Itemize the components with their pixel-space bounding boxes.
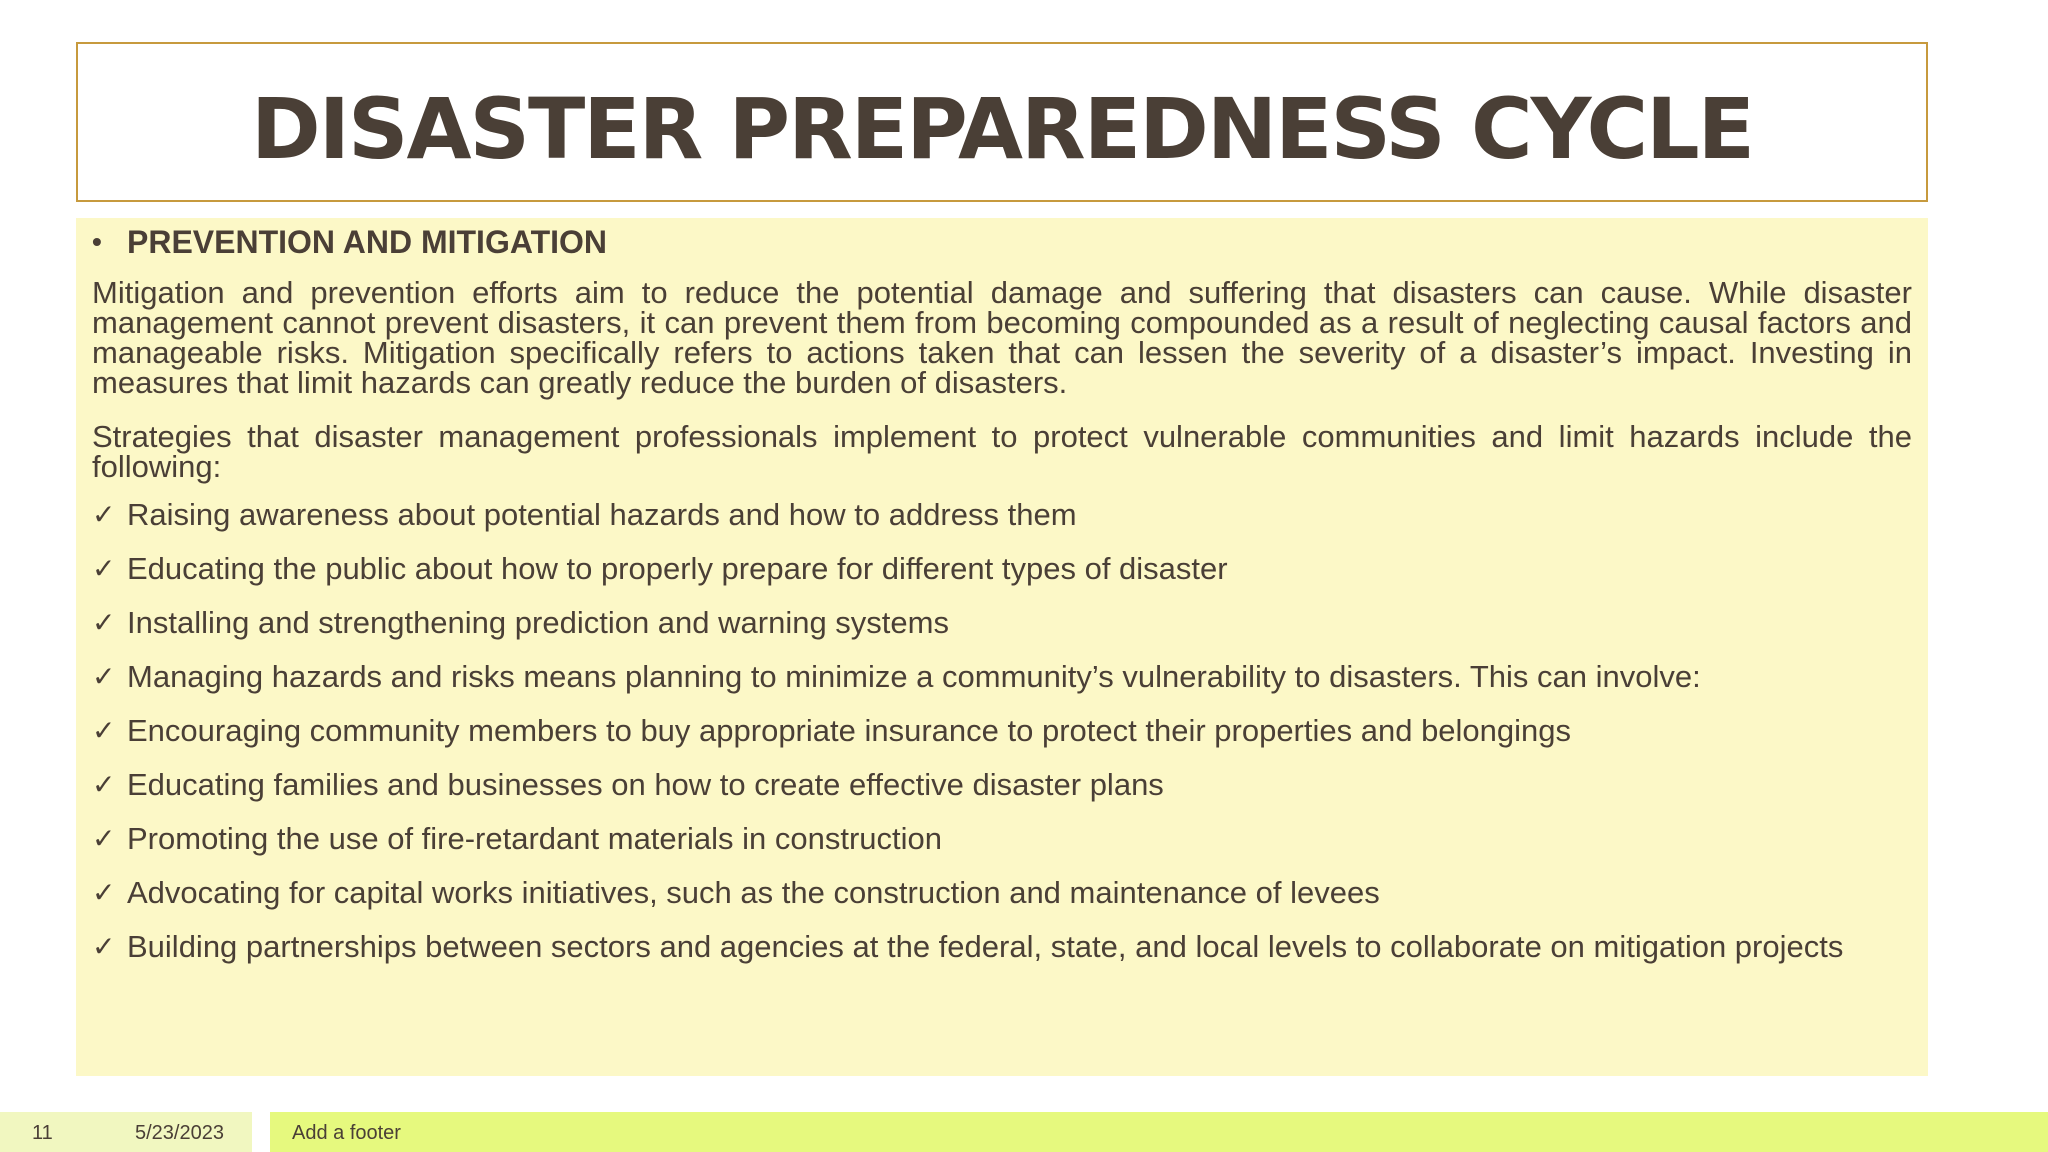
- checkmark-icon: ✓: [92, 552, 116, 585]
- checkmark-icon: ✓: [92, 876, 116, 909]
- checkmark-icon: ✓: [92, 768, 116, 801]
- checkmark-icon: ✓: [92, 606, 116, 639]
- list-item: [92, 551, 1912, 586]
- slide-footer: [0, 1112, 2048, 1152]
- list-item: [92, 497, 1912, 532]
- checkmark-icon: ✓: [92, 660, 116, 693]
- checkmark-icon: ✓: [92, 498, 116, 531]
- list-item-text: Advocating for capital works initiatives, such as the construction and maintenance of levees: [127, 875, 1380, 910]
- list-item: [92, 767, 1912, 802]
- list-item-text: Building partnerships between sectors and agencies at the federal, state, and local levels to collaborate on mitigation projects: [127, 929, 1844, 964]
- list-item: [92, 875, 1912, 910]
- list-item: [92, 713, 1912, 748]
- list-item-text: Raising awareness about potential hazards and how to address them: [127, 497, 1077, 532]
- strategy-checklist: [92, 497, 1912, 964]
- list-item: [92, 605, 1912, 640]
- mitigation-paragraph: Mitigation and prevention efforts aim to reduce the potential damage and suffering that disasters can cause. While disaster management cannot prevent disasters, it can prevent them from becoming compounded as a result of neglecting causal factors and manageable risks. Mitigation specifically refers to actions taken that can lessen the severity of a disaster’s impact. Investing in measures that limit hazards can greatly reduce the burden of disasters.: [92, 275, 1912, 400]
- checkmark-icon: ✓: [92, 930, 116, 963]
- list-item-text: Educating families and businesses on how to create effective disaster plans: [127, 767, 1164, 802]
- footer-text[interactable]: Add a footer: [292, 1122, 401, 1144]
- list-item-text: Installing and strengthening prediction and warning systems: [127, 605, 949, 640]
- footer-left-panel: [0, 1112, 252, 1152]
- list-item-text: Educating the public about how to properly prepare for different types of disaster: [127, 551, 1228, 586]
- footer-date[interactable]: 5/23/2023: [135, 1122, 224, 1144]
- strategies-paragraph: Strategies that disaster management professionals implement to protect vulnerable communities and limit hazards include the following:: [92, 419, 1912, 484]
- list-item-text: Encouraging community members to buy appropriate insurance to protect their properties and belongings: [127, 713, 1572, 748]
- slide-number[interactable]: 11: [32, 1122, 53, 1144]
- list-item-text: Promoting the use of fire-retardant materials in construction: [127, 821, 942, 856]
- section-heading: [92, 220, 1912, 264]
- content-placeholder[interactable]: [76, 218, 1928, 1076]
- list-item: [92, 659, 1912, 694]
- bullet-icon: •: [92, 226, 102, 257]
- list-item: [92, 929, 1912, 964]
- list-item-text: Managing hazards and risks means planning to minimize a community’s vulnerability to disasters. This can involve:: [127, 659, 1701, 694]
- footer-bar: [270, 1112, 2048, 1152]
- list-item: [92, 821, 1912, 856]
- section-heading-text: PREVENTION AND MITIGATION: [127, 223, 607, 260]
- checkmark-icon: ✓: [92, 714, 116, 747]
- checkmark-icon: ✓: [92, 822, 116, 855]
- slide-title: DISASTER PREPAREDNESS CYCLE: [250, 80, 1754, 178]
- title-placeholder[interactable]: [76, 42, 1928, 202]
